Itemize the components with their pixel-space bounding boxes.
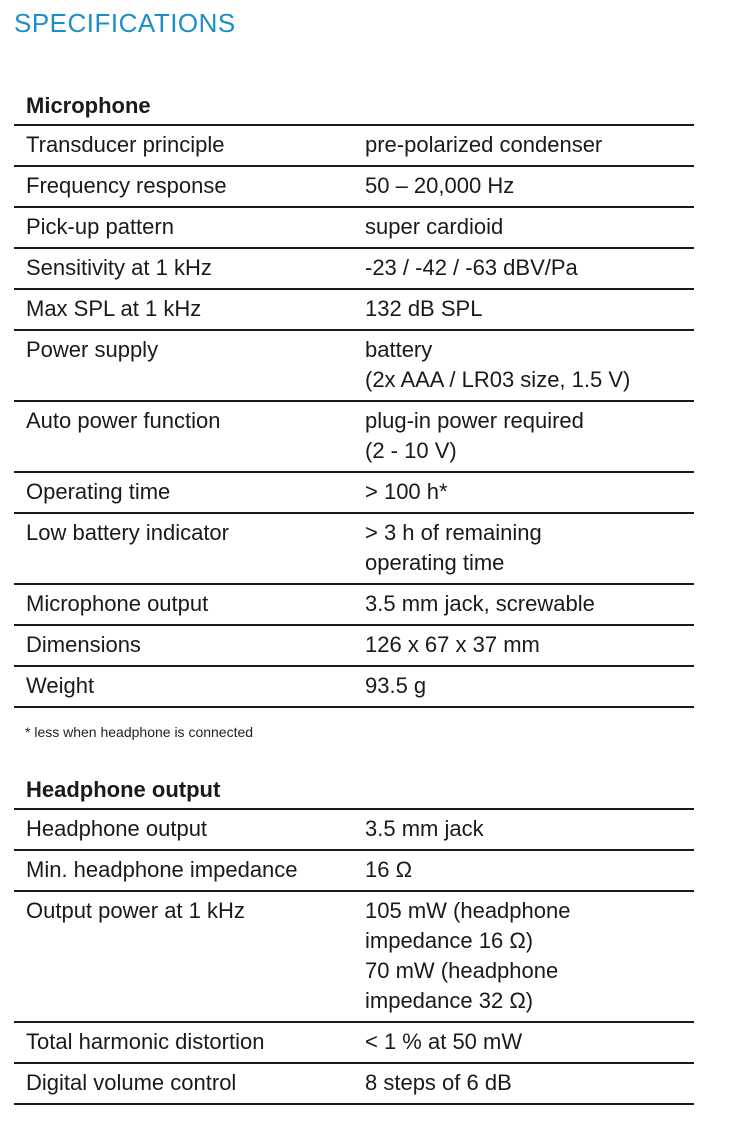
spec-value-line: battery bbox=[365, 337, 433, 362]
spec-label: Auto power function bbox=[26, 408, 221, 433]
spec-row bbox=[14, 667, 694, 708]
spec-row bbox=[14, 585, 694, 626]
spec-value-line: 50 – 20,000 Hz bbox=[365, 173, 515, 198]
spec-label: Max SPL at 1 kHz bbox=[26, 296, 202, 321]
spec-value-line: 16 Ω bbox=[365, 857, 413, 882]
spec-row bbox=[14, 892, 694, 1023]
spec-value bbox=[355, 518, 694, 578]
spec-value-line: (2 - 10 V) bbox=[365, 438, 457, 463]
spec-row bbox=[14, 402, 694, 473]
spec-value-line: 126 x 67 x 37 mm bbox=[365, 632, 540, 657]
spec-row bbox=[14, 626, 694, 667]
headphone-spec-table bbox=[14, 810, 694, 1105]
headphone-heading: Headphone output bbox=[14, 776, 694, 810]
spec-label: Pick-up pattern bbox=[26, 214, 174, 239]
spec-value bbox=[355, 814, 694, 844]
spec-row bbox=[14, 514, 694, 585]
spec-row bbox=[14, 1023, 694, 1064]
spec-value-line: impedance 32 Ω) bbox=[365, 988, 534, 1013]
spec-value-line: (2x AAA / LR03 size, 1.5 V) bbox=[365, 367, 631, 392]
microphone-spec-table bbox=[14, 126, 694, 708]
spec-value-line: pre-polarized condenser bbox=[365, 132, 603, 157]
spec-label: Frequency response bbox=[26, 173, 227, 198]
spec-value bbox=[355, 477, 694, 507]
headphone-section bbox=[14, 776, 694, 1105]
spec-row bbox=[14, 810, 694, 851]
spec-label: Weight bbox=[26, 673, 95, 698]
spec-value bbox=[355, 630, 694, 660]
spec-value-line: < 1 % at 50 mW bbox=[365, 1029, 523, 1054]
spec-label: Headphone output bbox=[26, 816, 208, 841]
spec-label: Digital volume control bbox=[26, 1070, 237, 1095]
spec-label: Microphone output bbox=[26, 591, 209, 616]
spec-value bbox=[355, 406, 694, 466]
spec-row bbox=[14, 126, 694, 167]
spec-label: Output power at 1 kHz bbox=[26, 898, 245, 923]
spec-value bbox=[355, 589, 694, 619]
spec-value bbox=[355, 171, 694, 201]
spec-row bbox=[14, 167, 694, 208]
spec-value bbox=[355, 294, 694, 324]
spec-value-line: 8 steps of 6 dB bbox=[365, 1070, 512, 1095]
spec-row bbox=[14, 290, 694, 331]
spec-label: Total harmonic distortion bbox=[26, 1029, 265, 1054]
spec-value-line: plug-in power required bbox=[365, 408, 584, 433]
spec-value-line: 3.5 mm jack bbox=[365, 816, 484, 841]
spec-value-line: impedance 16 Ω) bbox=[365, 928, 534, 953]
spec-value bbox=[355, 335, 694, 395]
spec-value bbox=[355, 130, 694, 160]
spec-row bbox=[14, 473, 694, 514]
spec-value-line: -23 / -42 / -63 dBV/Pa bbox=[365, 255, 578, 280]
spec-value-line: 93.5 g bbox=[365, 673, 427, 698]
spec-value-line: operating time bbox=[365, 550, 505, 575]
spec-label: Power supply bbox=[26, 337, 159, 362]
spec-value-line: 3.5 mm jack, screwable bbox=[365, 591, 595, 616]
spec-label: Dimensions bbox=[26, 632, 141, 657]
spec-value bbox=[355, 671, 694, 701]
spec-value-line: super cardioid bbox=[365, 214, 504, 239]
spec-row bbox=[14, 1064, 694, 1105]
spec-value-line: > 3 h of remaining bbox=[365, 520, 542, 545]
microphone-section bbox=[14, 92, 694, 708]
spec-label: Transducer principle bbox=[26, 132, 225, 157]
spec-value bbox=[355, 896, 694, 1016]
spec-value bbox=[355, 1068, 694, 1098]
spec-row bbox=[14, 851, 694, 892]
spec-value bbox=[355, 855, 694, 885]
spec-label: Operating time bbox=[26, 479, 171, 504]
spec-label: Sensitivity at 1 kHz bbox=[26, 255, 212, 280]
spec-row bbox=[14, 249, 694, 290]
microphone-heading: Microphone bbox=[14, 92, 694, 126]
spec-value-line: > 100 h* bbox=[365, 479, 448, 504]
spec-value-line: 105 mW (headphone bbox=[365, 898, 571, 923]
spec-row bbox=[14, 208, 694, 249]
spec-value bbox=[355, 212, 694, 242]
footnote: * less when headphone is connected bbox=[25, 724, 254, 740]
page-title: SPECIFICATIONS bbox=[14, 8, 236, 38]
spec-value bbox=[355, 253, 694, 283]
spec-label: Min. headphone impedance bbox=[26, 857, 298, 882]
spec-value-line: 70 mW (headphone bbox=[365, 958, 559, 983]
spec-label: Low battery indicator bbox=[26, 520, 229, 545]
spec-row bbox=[14, 331, 694, 402]
spec-value bbox=[355, 1027, 694, 1057]
spec-value-line: 132 dB SPL bbox=[365, 296, 483, 321]
